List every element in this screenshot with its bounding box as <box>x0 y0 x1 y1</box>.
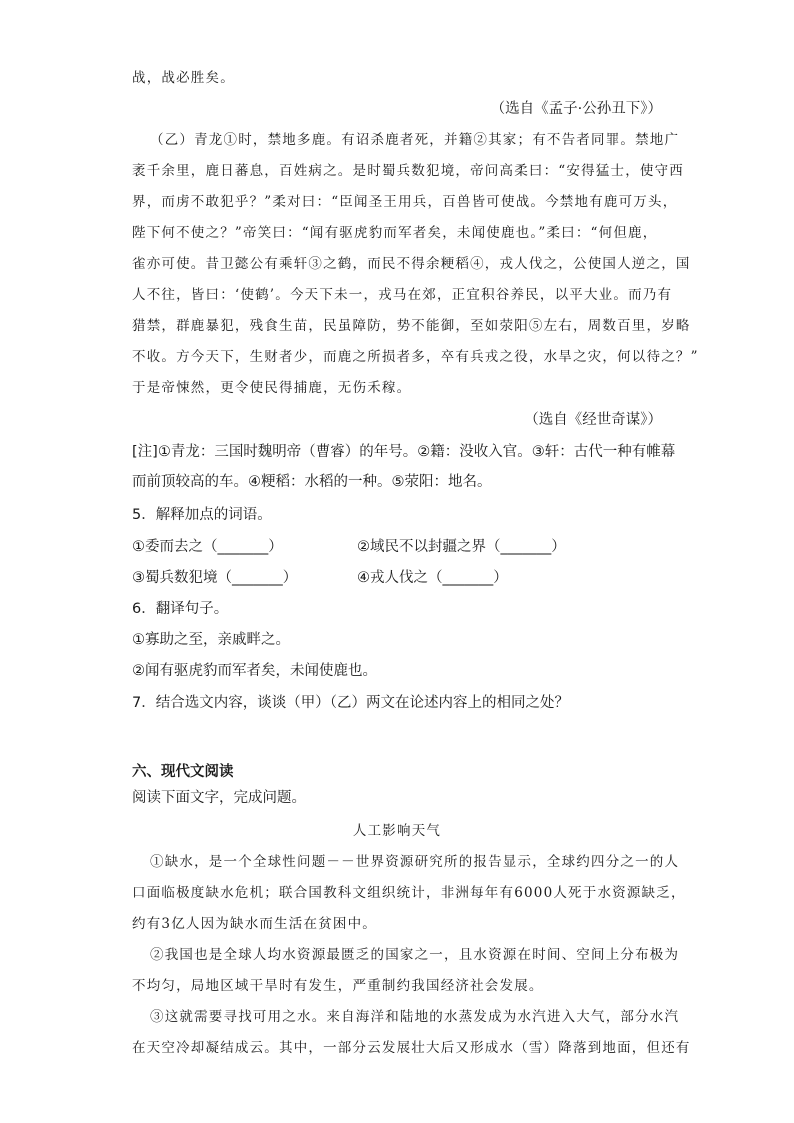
q5-stem: 5．解释加点的词语。 <box>132 507 272 523</box>
passage-line: 猎禁，群鹿暴犯，残食生苗，民虽障防，势不能御，至如荥阳⑤左右，周数百里，岁略 <box>132 318 691 334</box>
passage-line: 陛下何不使之？”帝笑曰：“闻有驱虎豹而军者矣，未闻使鹿也。”柔曰：“何但鹿， <box>132 225 658 241</box>
note-line: 而前顶较高的车。④粳稻：水稻的一种。⑤荥阳：地名。 <box>132 474 492 490</box>
passage-line: 人不往，皆曰：‘使鹤’。今天下未一，戎马在郊，正宜积谷养民，以平大业。而乃有 <box>132 287 673 303</box>
section-heading: 六、现代文阅读 <box>132 764 234 780</box>
article-title: 人工影响天气 <box>352 823 442 839</box>
passage-line: 不收。方今天下，生财者少，而鹿之所损者多，卒有兵戎之役，水旱之灾，何以待之？” <box>132 349 699 365</box>
q5-item: ④戎人伐之（_______） <box>357 570 508 586</box>
article-line: 口面临极度缺水危机；联合国教科文组织统计，非洲每年有6000人死于水资源缺乏， <box>132 885 686 901</box>
top-fragment: 战，战必胜矣。 <box>132 70 235 86</box>
passage-line: 雀亦可使。昔卫懿公有乘轩③之鹤，而民不得余粳稻④，戎人伐之，公使国人逆之，国 <box>132 256 691 272</box>
article-line: ①缺水，是一个全球性问题－－世界资源研究所的报告显示，全球约四分之一的人 <box>150 854 680 870</box>
q6-stem: 6．翻译句子。 <box>132 601 229 617</box>
passage-line: 界，而虏不敢犯乎？”柔对曰：“臣闻圣王用兵，百兽皆可使战。今禁地有鹿可万头， <box>132 194 678 210</box>
note-line: [注]①青龙：三国时魏明帝（曹睿）的年号。②籍：没收入官。③轩：古代一种有帷幕 <box>132 444 676 460</box>
article-line: 约有3亿人因为缺水而生活在贫困中。 <box>132 916 377 932</box>
article-line: 不均匀，局地区域干旱时有发生，严重制约我国经济社会发展。 <box>132 978 544 994</box>
article-line: 在天空冷却凝结成云。其中，一部分云发展壮大后又形成水（雪）降落到地面，但还有 <box>132 1040 691 1056</box>
source-a: （选自《孟子·公孙丑下》） <box>490 101 662 117</box>
article-line: ③这就需要寻找可用之水。来自海洋和陆地的水蒸发成为水汽进入大气，部分水汽 <box>150 1009 680 1025</box>
section-instruction: 阅读下面文字，完成问题。 <box>132 790 306 806</box>
q7-stem: 7．结合选文内容，谈谈（甲）（乙）两文在论述内容上的相同之处？ <box>132 695 569 711</box>
article-line: ②我国也是全球人均水资源最匮乏的国家之一，且水资源在时间、空间上分布极为 <box>150 947 680 963</box>
q6-item: ①寡助之至，亲戚畔之。 <box>132 632 290 648</box>
passage-line: 于是帝悚然，更令使民得捕鹿，无伤禾稼。 <box>132 380 412 396</box>
source-b: （选自《经世奇谋》） <box>524 412 662 428</box>
passage-line: 袤千余里，鹿日蕃息，百姓病之。是时蜀兵数犯境，帝问高柔曰：“安得猛士，使守西 <box>132 163 685 179</box>
q6-item: ②闻有驱虎豹而军者矣，未闻使鹿也。 <box>132 663 377 679</box>
q5-item: ①委而去之（_______） <box>132 539 283 555</box>
q5-item: ②域民不以封疆之界（_______） <box>357 539 566 555</box>
q5-item: ③蜀兵数犯境（_______） <box>132 570 298 586</box>
passage-line: （乙）青龙①时，禁地多鹿。有诏杀鹿者死，并籍②其家；有不告者同罪。禁地广 <box>150 132 680 148</box>
